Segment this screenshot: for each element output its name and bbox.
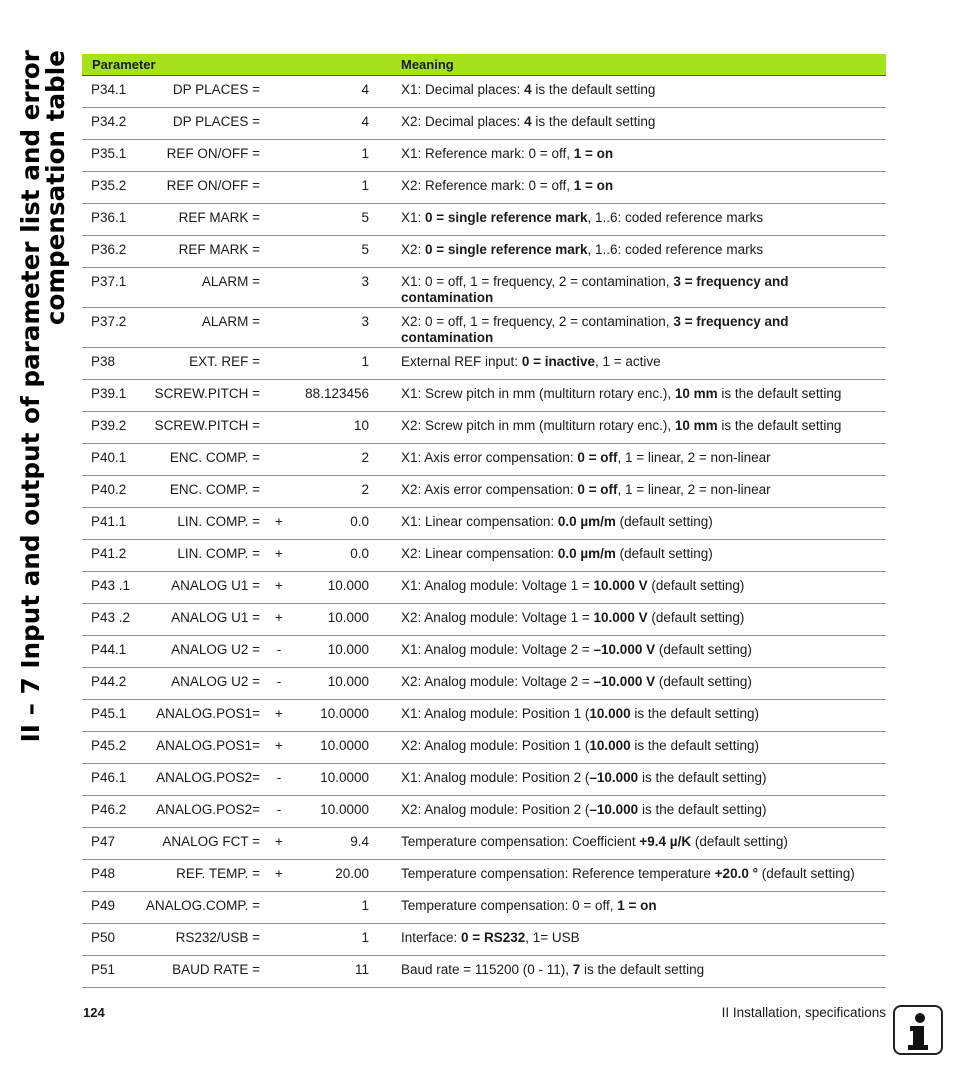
meaning-text: , 1 = linear, 2 = non-linear <box>617 450 771 465</box>
param-name: ANALOG.POS2= <box>134 796 268 828</box>
param-value: 1 <box>290 172 401 204</box>
param-name: SCREW.PITCH = <box>134 380 268 412</box>
meaning-text: X2: Axis error compensation: <box>401 482 578 497</box>
meaning-emphasis: –10.000 V <box>593 642 656 657</box>
meaning-text: External REF input: <box>401 354 522 369</box>
meaning-text: (default setting) <box>655 642 752 657</box>
param-value: 1 <box>290 140 401 172</box>
meaning-text: (default setting) <box>615 546 713 561</box>
meaning-emphasis: +9.4 µ/K <box>639 834 692 849</box>
param-meaning <box>401 924 886 956</box>
param-sign <box>268 348 290 380</box>
meaning-emphasis: 1 = on <box>617 898 657 913</box>
meaning-text: (default setting) <box>615 514 713 529</box>
param-id: P35.1 <box>82 140 134 172</box>
table-row <box>82 732 886 764</box>
table-row <box>82 572 886 604</box>
param-value: 20.00 <box>290 860 401 892</box>
header-parameter: Parameter <box>82 54 401 76</box>
meaning-emphasis: –10.000 V <box>593 674 656 689</box>
meaning-emphasis: 0 = off <box>577 482 618 497</box>
param-meaning <box>401 204 886 236</box>
meaning-emphasis: 0.0 µm/m <box>557 514 616 529</box>
param-meaning <box>401 172 886 204</box>
param-id: P46.1 <box>82 764 134 796</box>
param-value: 9.4 <box>290 828 401 860</box>
meaning-text: (default setting) <box>691 834 788 849</box>
param-name: ANALOG.POS2= <box>134 764 268 796</box>
meaning-text: is the default setting <box>531 114 656 129</box>
param-id: P39.2 <box>82 412 134 444</box>
meaning-text: (default setting) <box>757 866 855 881</box>
param-name: ANALOG.COMP. = <box>134 892 268 924</box>
param-name: ANALOG.POS1= <box>134 700 268 732</box>
param-value: 10.0000 <box>290 700 401 732</box>
meaning-text: is the default setting <box>580 962 705 977</box>
param-sign: + <box>268 604 290 636</box>
param-id: P47 <box>82 828 134 860</box>
meaning-emphasis: +20.0 ° <box>714 866 758 881</box>
param-value: 4 <box>290 76 401 108</box>
param-id: P36.2 <box>82 236 134 268</box>
side-title-line1: II – 7 Input and output of parameter list and error <box>16 50 45 743</box>
meaning-text: X2: Decimal places: <box>401 114 525 129</box>
param-sign <box>268 308 290 348</box>
param-name: SCREW.PITCH = <box>134 412 268 444</box>
meaning-emphasis: 0 = single reference mark <box>425 242 588 257</box>
footer-section-title: II Installation, specifications <box>721 1005 886 1020</box>
param-name: DP PLACES = <box>134 76 268 108</box>
meaning-text: (default setting) <box>655 674 752 689</box>
param-name: ALARM = <box>134 308 268 348</box>
param-name: ANALOG.POS1= <box>134 732 268 764</box>
param-value: 5 <box>290 204 401 236</box>
param-id: P45.1 <box>82 700 134 732</box>
table-row <box>82 892 886 924</box>
param-meaning <box>401 540 886 572</box>
table-row <box>82 172 886 204</box>
param-name: REF MARK = <box>134 236 268 268</box>
param-name: BAUD RATE = <box>134 956 268 988</box>
param-id: P50 <box>82 924 134 956</box>
param-meaning <box>401 444 886 476</box>
meaning-text: Temperature compensation: 0 = off, <box>401 898 618 913</box>
param-id: P44.2 <box>82 668 134 700</box>
meaning-text: X1: Analog module: Position 1 ( <box>401 706 590 721</box>
side-chapter-title <box>18 50 78 995</box>
param-meaning <box>401 956 886 988</box>
param-value: 10.000 <box>290 572 401 604</box>
table-row <box>82 604 886 636</box>
meaning-emphasis: 7 <box>572 962 581 977</box>
param-name: ENC. COMP. = <box>134 476 268 508</box>
table-row <box>82 236 886 268</box>
param-sign <box>268 204 290 236</box>
table-row <box>82 204 886 236</box>
table-row <box>82 956 886 988</box>
param-meaning <box>401 604 886 636</box>
meaning-emphasis: 10.000 <box>589 738 631 753</box>
param-sign: + <box>268 828 290 860</box>
param-meaning <box>401 476 886 508</box>
meaning-emphasis: 3 = frequency and contamination <box>401 274 789 305</box>
meaning-text: is the default setting <box>717 418 842 433</box>
param-id: P51 <box>82 956 134 988</box>
param-sign <box>268 236 290 268</box>
param-meaning <box>401 380 886 412</box>
param-sign: + <box>268 860 290 892</box>
meaning-text: is the default setting) <box>630 706 759 721</box>
meaning-emphasis: 4 <box>524 114 532 129</box>
meaning-emphasis: 10.000 V <box>593 578 648 593</box>
param-name: EXT. REF = <box>134 348 268 380</box>
table-row <box>82 540 886 572</box>
meaning-text: X2: <box>401 242 426 257</box>
param-id: P46.2 <box>82 796 134 828</box>
meaning-text: Temperature compensation: Reference temperature <box>401 866 715 881</box>
table-row <box>82 76 886 108</box>
param-sign: + <box>268 572 290 604</box>
param-id: P37.2 <box>82 308 134 348</box>
table-row <box>82 796 886 828</box>
param-sign: - <box>268 796 290 828</box>
table-row <box>82 444 886 476</box>
param-meaning <box>401 76 886 108</box>
param-id: P43 .1 <box>82 572 134 604</box>
param-id: P40.2 <box>82 476 134 508</box>
info-icon <box>893 1005 943 1055</box>
meaning-text: X1: Linear compensation: <box>401 514 558 529</box>
param-sign <box>268 140 290 172</box>
param-id: P44.1 <box>82 636 134 668</box>
param-id: P34.2 <box>82 108 134 140</box>
param-sign: + <box>268 700 290 732</box>
meaning-text: X2: Analog module: Position 1 ( <box>401 738 590 753</box>
meaning-emphasis: 4 <box>524 82 532 97</box>
param-name: DP PLACES = <box>134 108 268 140</box>
param-id: P37.1 <box>82 268 134 308</box>
table-row <box>82 268 886 308</box>
param-meaning <box>401 508 886 540</box>
table-row <box>82 476 886 508</box>
table-row <box>82 508 886 540</box>
side-title-line2: compensation table <box>41 50 70 326</box>
meaning-text: is the default setting) <box>638 802 767 817</box>
param-meaning <box>401 860 886 892</box>
meaning-text: X1: Analog module: Voltage 1 = <box>401 578 594 593</box>
table-row <box>82 636 886 668</box>
page-number: 124 <box>83 1005 105 1020</box>
meaning-text: , 1..6: coded reference marks <box>587 242 764 257</box>
param-value: 10.000 <box>290 636 401 668</box>
header-meaning: Meaning <box>401 54 886 76</box>
meaning-emphasis: 0 = RS232 <box>461 930 526 945</box>
param-value: 10.000 <box>290 668 401 700</box>
param-meaning <box>401 412 886 444</box>
param-value: 10 <box>290 412 401 444</box>
param-name: REF ON/OFF = <box>134 172 268 204</box>
param-value: 4 <box>290 108 401 140</box>
param-sign <box>268 924 290 956</box>
param-name: ENC. COMP. = <box>134 444 268 476</box>
meaning-text: X1: <box>401 210 426 225</box>
param-meaning <box>401 796 886 828</box>
param-sign <box>268 412 290 444</box>
param-name: LIN. COMP. = <box>134 508 268 540</box>
param-sign: + <box>268 508 290 540</box>
param-meaning <box>401 236 886 268</box>
meaning-emphasis: 0 = single reference mark <box>425 210 588 225</box>
meaning-text: (default setting) <box>647 578 745 593</box>
meaning-emphasis: 10 mm <box>674 418 718 433</box>
param-sign <box>268 892 290 924</box>
param-id: P41.2 <box>82 540 134 572</box>
param-meaning <box>401 700 886 732</box>
meaning-text: X2: Analog module: Voltage 1 = <box>401 610 594 625</box>
param-id: P38 <box>82 348 134 380</box>
param-name: REF. TEMP. = <box>134 860 268 892</box>
meaning-text: Temperature compensation: Coefficient <box>401 834 640 849</box>
param-sign <box>268 108 290 140</box>
table-header-row <box>82 54 886 76</box>
param-sign <box>268 76 290 108</box>
meaning-text: is the default setting <box>717 386 842 401</box>
param-value: 10.000 <box>290 604 401 636</box>
param-value: 1 <box>290 892 401 924</box>
meaning-text: Interface: <box>401 930 462 945</box>
param-id: P45.2 <box>82 732 134 764</box>
meaning-text: X2: 0 = off, 1 = frequency, 2 = contamination, <box>401 314 674 329</box>
meaning-emphasis: –10.000 <box>589 802 639 817</box>
param-sign: - <box>268 764 290 796</box>
param-id: P48 <box>82 860 134 892</box>
meaning-text: , 1 = linear, 2 = non-linear <box>617 482 771 497</box>
meaning-emphasis: 1 = on <box>573 146 614 161</box>
param-sign <box>268 476 290 508</box>
param-name: RS232/USB = <box>134 924 268 956</box>
meaning-emphasis: –10.000 <box>589 770 639 785</box>
param-value: 1 <box>290 348 401 380</box>
param-value: 3 <box>290 268 401 308</box>
param-value: 2 <box>290 444 401 476</box>
param-sign <box>268 172 290 204</box>
param-meaning <box>401 268 886 308</box>
table-row <box>82 308 886 348</box>
param-meaning <box>401 108 886 140</box>
param-id: P43 .2 <box>82 604 134 636</box>
parameter-table <box>82 54 886 988</box>
param-value: 10.0000 <box>290 796 401 828</box>
param-value: 10.0000 <box>290 764 401 796</box>
meaning-text: X1: Analog module: Voltage 2 = <box>401 642 594 657</box>
param-name: REF MARK = <box>134 204 268 236</box>
table-row <box>82 348 886 380</box>
param-value: 88.123456 <box>290 380 401 412</box>
table-row <box>82 924 886 956</box>
table-row <box>82 412 886 444</box>
param-value: 0.0 <box>290 540 401 572</box>
param-meaning <box>401 308 886 348</box>
param-meaning <box>401 764 886 796</box>
meaning-emphasis: 0.0 µm/m <box>557 546 616 561</box>
table-row <box>82 668 886 700</box>
meaning-text: is the default setting) <box>630 738 759 753</box>
param-name: ANALOG U2 = <box>134 668 268 700</box>
param-name: ANALOG U1 = <box>134 604 268 636</box>
meaning-text: is the default setting) <box>638 770 767 785</box>
param-id: P40.1 <box>82 444 134 476</box>
param-meaning <box>401 348 886 380</box>
param-sign <box>268 268 290 308</box>
meaning-text: , 1= USB <box>525 930 580 945</box>
meaning-text: , 1..6: coded reference marks <box>587 210 764 225</box>
param-id: P39.1 <box>82 380 134 412</box>
param-meaning <box>401 892 886 924</box>
meaning-text: X2: Screw pitch in mm (multiturn rotary enc.), <box>401 418 675 433</box>
meaning-text: X1: Axis error compensation: <box>401 450 578 465</box>
meaning-text: X1: Decimal places: <box>401 82 525 97</box>
param-value: 0.0 <box>290 508 401 540</box>
meaning-emphasis: 3 = frequency and contamination <box>401 314 789 345</box>
meaning-text: X1: Screw pitch in mm (multiturn rotary enc.), <box>401 386 675 401</box>
param-sign <box>268 444 290 476</box>
param-name: ANALOG U2 = <box>134 636 268 668</box>
param-meaning <box>401 828 886 860</box>
table-row <box>82 764 886 796</box>
meaning-text: , 1 = active <box>594 354 661 369</box>
param-sign: + <box>268 540 290 572</box>
param-name: REF ON/OFF = <box>134 140 268 172</box>
param-id: P49 <box>82 892 134 924</box>
meaning-text: X1: 0 = off, 1 = frequency, 2 = contamination, <box>401 274 674 289</box>
table-row <box>82 380 886 412</box>
param-value: 1 <box>290 924 401 956</box>
table-row <box>82 700 886 732</box>
param-sign <box>268 956 290 988</box>
table-body <box>82 76 886 988</box>
param-sign: - <box>268 636 290 668</box>
meaning-emphasis: 0 = inactive <box>521 354 595 369</box>
param-sign <box>268 380 290 412</box>
table-row <box>82 140 886 172</box>
param-id: P36.1 <box>82 204 134 236</box>
param-id: P35.2 <box>82 172 134 204</box>
param-value: 5 <box>290 236 401 268</box>
meaning-text: X1: Analog module: Position 2 ( <box>401 770 590 785</box>
meaning-emphasis: 0 = off <box>577 450 618 465</box>
meaning-text: X2: Analog module: Position 2 ( <box>401 802 590 817</box>
param-sign: - <box>268 668 290 700</box>
meaning-emphasis: 10 mm <box>674 386 718 401</box>
param-value: 10.0000 <box>290 732 401 764</box>
param-meaning <box>401 636 886 668</box>
meaning-emphasis: 10.000 V <box>593 610 648 625</box>
meaning-text: X2: Linear compensation: <box>401 546 558 561</box>
param-name: ANALOG U1 = <box>134 572 268 604</box>
table-row <box>82 828 886 860</box>
param-id: P41.1 <box>82 508 134 540</box>
param-name: LIN. COMP. = <box>134 540 268 572</box>
meaning-text: is the default setting <box>531 82 656 97</box>
meaning-text: X1: Reference mark: 0 = off, <box>401 146 574 161</box>
meaning-text: Baud rate = 115200 (0 - 11), <box>401 962 573 977</box>
param-value: 3 <box>290 308 401 348</box>
meaning-text: X2: Analog module: Voltage 2 = <box>401 674 594 689</box>
table-row <box>82 860 886 892</box>
param-meaning <box>401 140 886 172</box>
param-sign: + <box>268 732 290 764</box>
param-meaning <box>401 668 886 700</box>
param-value: 11 <box>290 956 401 988</box>
param-meaning <box>401 732 886 764</box>
param-name: ANALOG FCT = <box>134 828 268 860</box>
meaning-text: (default setting) <box>647 610 745 625</box>
meaning-emphasis: 10.000 <box>589 706 631 721</box>
param-value: 2 <box>290 476 401 508</box>
param-id: P34.1 <box>82 76 134 108</box>
param-name: ALARM = <box>134 268 268 308</box>
meaning-text: X2: Reference mark: 0 = off, <box>401 178 574 193</box>
param-meaning <box>401 572 886 604</box>
table-row <box>82 108 886 140</box>
meaning-emphasis: 1 = on <box>573 178 614 193</box>
